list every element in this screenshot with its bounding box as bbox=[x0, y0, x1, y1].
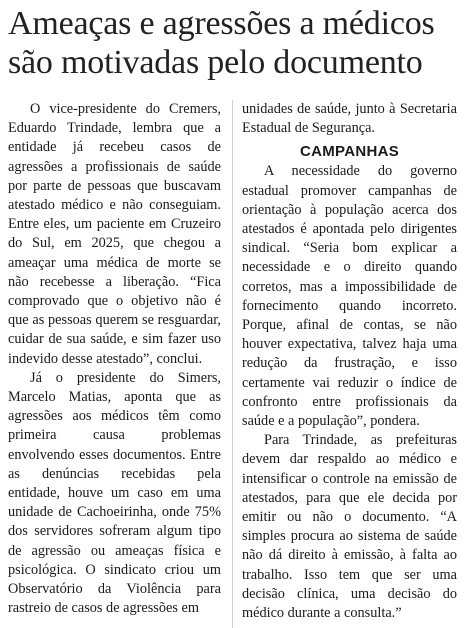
paragraph: Já o presidente do Simers, Marcelo Matias, aponta que as agressões aos médicos têm como primeira causa problemas envolvendo esses documentos. Entre as denúncias recebidas pela entidade, houve um caso em uma unidade de Cachoeirinha, onde 75% dos servidores sofreram algum tipo de agressão ou ameaças física e psicológica. O sindicato criou um Observatório da Violência para rastreio de casos de agressões em bbox=[8, 369, 221, 617]
paragraph: O vice-presidente do Cremers, Eduardo Trindade, lembra que a entidade já recebeu casos de agressões a profissionais de saúde por parte de pessoas que buscavam atestado médico e não conseguiam. Entre eles, um paciente em Cruzeiro do Sul, em 2025, que chegou a ameaçar uma médica de morte se não recebesse a liberação. “Fica comprovado que o objetivo não é que as pessoas querem se resguardar, cuidar de sua saúde, e sim fazer uso indevido desse atestado”, conclui. bbox=[8, 101, 221, 367]
column-divider bbox=[232, 100, 233, 628]
right-column bbox=[236, 100, 457, 628]
article-body bbox=[8, 100, 462, 628]
headline-line-1: Ameaças e agressões a médicos bbox=[8, 5, 435, 42]
headline-line-2: são motivadas pelo documento bbox=[8, 44, 423, 81]
section-subhead: CAMPANHAS bbox=[299, 143, 400, 161]
paragraph-continuation: unidades de saúde, junto à Secretaria Estadual de Segurança. bbox=[242, 101, 457, 137]
headline bbox=[8, 4, 462, 82]
left-column bbox=[8, 100, 229, 628]
paragraph: A necessidade do governo estadual promover campanhas de orientação à população acerca dos atestados é apontada pelo dirigentes sindical. “Seria bom explicar a necessidade e o direito quando corretos, mas a impossibilidade de fornecimento quando incorreto. Porque, afinal de contas, se não houver expectativa, talvez haja uma redução da frustração, e isso certamente vai reduzir o índice de confronto entre profissionais da saúde e a população”, pondera. bbox=[242, 163, 457, 430]
paragraph: Para Trindade, as prefeituras devem dar respaldo ao médico e intensificar o controle na emissão de atestados, para que ele decida por emitir ou não o documento. “A simples procura ao sistema de saúde não dá direito à emissão, à falta ao trabalho. Isso tem que ser uma decisão clínica, uma decisão do médico durante a consulta.” bbox=[242, 432, 457, 622]
